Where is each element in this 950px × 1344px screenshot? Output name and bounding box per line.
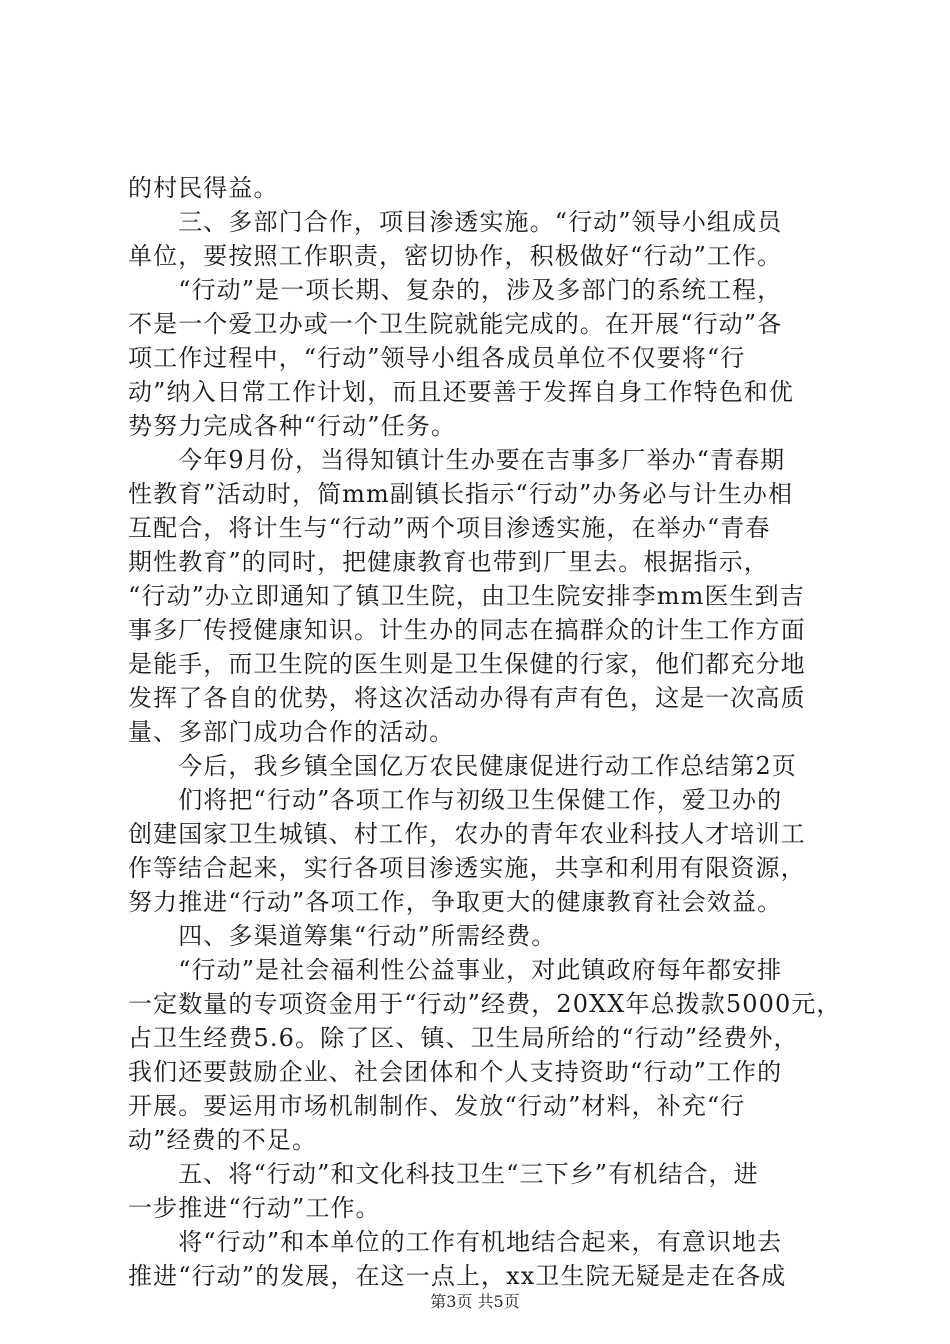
text-line: 是能手，而卫生院的医生则是卫生保健的行家，他们都充分地: [128, 650, 806, 678]
page-footer: 第3页 共5页: [430, 1292, 520, 1311]
text-line: 开展。要运用市场机制制作、发放“行动”材料，补充“行: [128, 1092, 746, 1120]
text-line: 发挥了各自的优势，将这次活动办得有声有色，这是一次高质: [128, 684, 806, 712]
text-line: 四、多渠道筹集“行动”所需经费。: [128, 922, 557, 950]
text-line: 作等结合起来，实行各项目渗透实施，共享和利用有限资源，: [128, 854, 806, 882]
text-line: 努力推进“行动”各项工作，争取更大的健康教育社会效益。: [128, 888, 783, 916]
text-line: 不是一个爱卫办或一个卫生院就能完成的。在开展“行动”各: [128, 310, 783, 338]
text-line: 一定数量的专项资金用于“行动”经费，20XX年总拨款5000元，: [128, 990, 842, 1018]
text-line: 五、将“行动”和文化科技卫生“三下乡”有机结合，进: [128, 1160, 759, 1188]
text-line: 性教育”活动时，简mm副镇长指示“行动”办务必与计生办相: [128, 480, 794, 508]
text-line: 单位，要按照工作职责，密切协作，积极做好“行动”工作。: [128, 242, 783, 270]
document-body: [128, 171, 842, 1293]
text-line: 势努力完成各种“行动”任务。: [128, 412, 456, 440]
text-line: 互配合，将计生与“行动”两个项目渗透实施，在举办“青春: [128, 514, 771, 542]
text-line: 动”经费的不足。: [128, 1126, 318, 1154]
text-line: 三、多部门合作，项目渗透实施。“行动”领导小组成员: [128, 208, 783, 236]
text-line: 我们还要鼓励企业、社会团体和个人支持资助“行动”工作的: [128, 1058, 783, 1086]
text-line: “行动”是社会福利性公益事业，对此镇政府每年都安排: [128, 956, 783, 984]
text-line: 的村民得益。: [128, 174, 279, 202]
text-line: 一步推进“行动”工作。: [128, 1194, 381, 1222]
text-line: 占卫生经费5.6。除了区、镇、卫生局所给的“行动”经费外，: [128, 1024, 799, 1052]
text-line: 事多厂传授健康知识。计生办的同志在搞群众的计生工作方面: [128, 616, 806, 644]
text-line: 期性教育”的同时，把健康教育也带到厂里去。根据指示，: [128, 548, 769, 576]
text-line: “行动”是一项长期、复杂的，涉及多部门的系统工程，: [128, 276, 783, 304]
text-line: 推进“行动”的发展，在这一点上，xx卫生院无疑是走在各成: [128, 1262, 787, 1290]
text-line: 创建国家卫生城镇、村工作，农办的青年农业科技人才培训工: [128, 820, 806, 848]
text-line: “行动”办立即通知了镇卫生院，由卫生院安排李mm医生到吉: [128, 582, 805, 610]
text-line: 动”纳入日常工作计划，而且还要善于发挥自身工作特色和优: [128, 378, 794, 406]
text-line: 今后，我乡镇全国亿万农民健康促进行动工作总结第2页: [128, 752, 797, 780]
text-line: 今年9月份，当得知镇计生办要在吉事多厂举办“青春期: [128, 446, 786, 474]
text-line: 将“行动”和本单位的工作有机地结合起来，有意识地去: [128, 1228, 783, 1256]
text-line: 们将把“行动”各项工作与初级卫生保健工作，爱卫办的: [128, 786, 783, 814]
text-line: 项工作过程中，“行动”领导小组各成员单位不仅要将“行: [128, 344, 746, 372]
text-line: 量、多部门成功合作的活动。: [128, 718, 455, 746]
